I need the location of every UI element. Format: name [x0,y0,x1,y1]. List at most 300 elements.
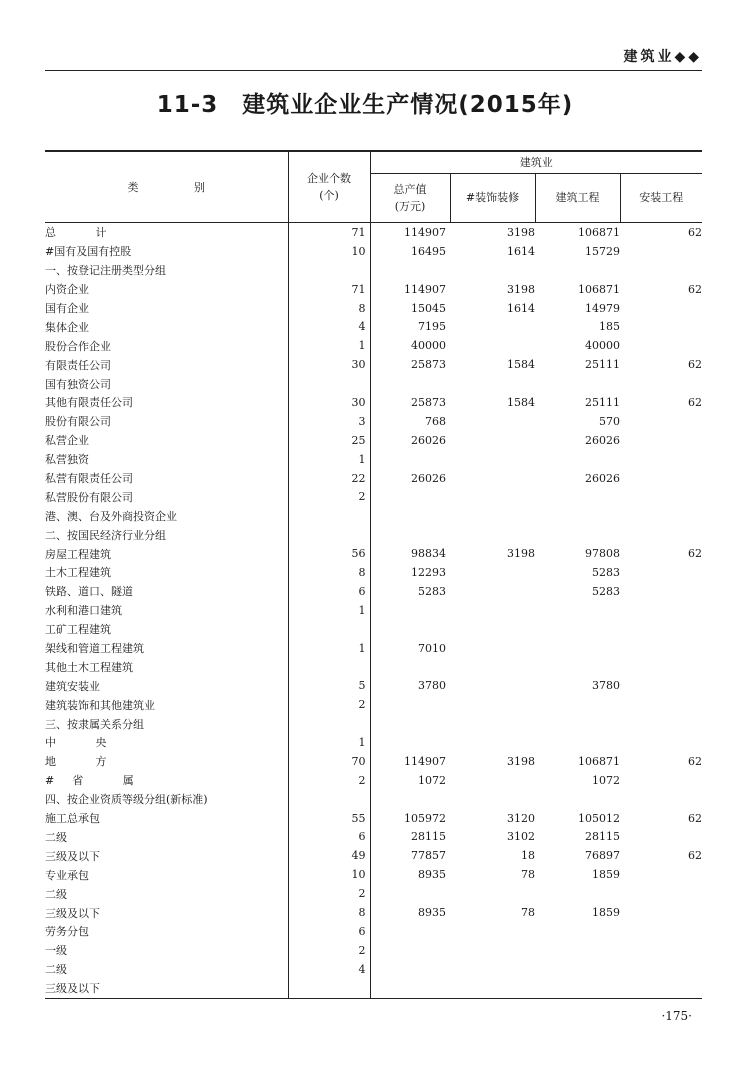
cell-building: 105012 [578,811,620,825]
cell-installation: 62 [688,849,702,863]
table-row [45,563,702,582]
table-row [45,657,702,676]
cell-decoration [450,450,535,469]
cell-installation: 62 [688,754,702,768]
cell-building [535,261,620,280]
cell-decoration [450,487,535,506]
header-enterprises [288,151,370,223]
row-category: 施工总承包 [45,809,288,828]
cell-output: 25873 [411,395,446,409]
cell-enterprises: 2 [288,771,370,790]
cell-building: 25111 [585,358,620,372]
cell-decoration [450,317,535,336]
row-category: 水利和港口建筑 [45,601,288,620]
cell-decoration [450,657,535,676]
cell-installation [620,374,702,393]
table-row [45,771,702,790]
row-category: 私营独资 [45,450,288,469]
cell-installation [620,979,702,998]
cell-output: 77857 [411,849,446,863]
table-row [45,582,702,601]
cell-decoration: 3102 [507,830,535,844]
row-category: 工矿工程建筑 [45,620,288,639]
cell-output [370,884,450,903]
cell-enterprises: 1 [288,336,370,355]
cell-installation [620,828,702,847]
cell-installation [620,506,702,525]
header-output-line2: (万元) [394,199,426,213]
cell-output [370,790,450,809]
row-category: 铁路、道口、隧道 [45,582,288,601]
cell-decoration: 3120 [507,811,535,825]
cell-decoration [450,525,535,544]
cell-output [370,941,450,960]
cell-output [370,601,450,620]
row-category: 国有企业 [45,299,288,318]
cell-building [535,695,620,714]
cell-enterprises: 10 [288,242,370,261]
cell-enterprises [288,979,370,998]
cell-output [370,374,450,393]
cell-installation: 62 [688,358,702,372]
cell-output [370,450,450,469]
cell-enterprises: 71 [288,223,370,242]
row-category: 三级及以下 [45,979,288,998]
cell-enterprises: 30 [288,393,370,412]
cell-enterprises: 2 [288,884,370,903]
table-number: 11-3 [156,92,219,118]
cell-output [370,657,450,676]
row-category: 房屋工程建筑 [45,544,288,563]
cell-building: 26026 [585,471,620,485]
table-row [45,336,702,355]
cell-output [370,714,450,733]
cell-enterprises [288,374,370,393]
cell-installation [620,317,702,336]
cell-building [535,487,620,506]
cell-building: 1859 [592,906,620,919]
cell-output: 3780 [418,679,446,693]
cell-building: 14979 [585,301,620,315]
cell-output: 7010 [418,641,446,655]
table-row [45,393,702,412]
cell-enterprises [288,790,370,809]
table-row [45,828,702,847]
cell-output: 5283 [418,584,446,598]
cell-installation [620,714,702,733]
cell-decoration: 78 [521,868,535,882]
cell-output: 7195 [418,320,446,334]
table-row [45,242,702,261]
cell-output: 26026 [411,471,446,485]
header-decoration: #装饰装修 [450,173,535,222]
cell-installation [620,431,702,450]
cell-output [370,695,450,714]
cell-installation [620,487,702,506]
table-row [45,695,702,714]
table-row [45,601,702,620]
cell-building: 106871 [578,754,620,768]
cell-decoration: 18 [521,849,535,863]
cell-installation: 62 [688,395,702,409]
cell-decoration [450,733,535,752]
page-title [0,86,730,119]
cell-building: 26026 [585,433,620,447]
cell-decoration: 1584 [507,395,535,409]
cell-output: 8935 [418,868,446,882]
cell-installation: 62 [688,225,702,239]
cell-decoration: 3198 [507,754,535,768]
cell-enterprises: 2 [288,487,370,506]
header-category: 类 别 [45,151,288,223]
cell-enterprises: 8 [288,563,370,582]
cell-decoration: 1584 [507,358,535,372]
row-category: 架线和管道工程建筑 [45,639,288,658]
cell-building: 76897 [585,849,620,863]
cell-installation [620,941,702,960]
cell-building: 3780 [592,679,620,693]
cell-building [535,506,620,525]
table-row [45,261,702,280]
cell-output: 98834 [411,547,446,561]
cell-decoration [450,506,535,525]
row-category: 建筑装饰和其他建筑业 [45,695,288,714]
row-category: 有限责任公司 [45,355,288,374]
cell-decoration [450,695,535,714]
cell-decoration [450,374,535,393]
cell-installation [620,657,702,676]
row-category: 劳务分包 [45,922,288,941]
cell-output [370,506,450,525]
table-row [45,355,702,374]
cell-installation [620,412,702,431]
cell-building [535,374,620,393]
cell-enterprises: 6 [288,922,370,941]
cell-decoration [450,979,535,998]
cell-building [535,790,620,809]
cell-installation [620,733,702,752]
cell-building [535,941,620,960]
cell-enterprises: 6 [288,582,370,601]
cell-building: 97808 [585,547,620,561]
cell-installation [620,922,702,941]
row-category: 地 方 [45,752,288,771]
row-category: 三级及以下 [45,846,288,865]
cell-output [370,960,450,979]
cell-enterprises [288,714,370,733]
running-head-text: 建筑业◆◆ [623,49,702,65]
table-row [45,733,702,752]
cell-output: 8935 [418,906,446,919]
table-row [45,620,702,639]
table-row [45,506,702,525]
cell-installation: 62 [688,811,702,825]
table-row [45,979,702,998]
cell-installation [620,242,702,261]
cell-output [370,733,450,752]
cell-building [535,884,620,903]
cell-enterprises [288,620,370,639]
cell-enterprises: 22 [288,469,370,488]
cell-enterprises: 1 [288,601,370,620]
statistics-table [45,150,702,999]
cell-decoration: 3198 [507,282,535,296]
row-category: #国有及国有控股 [45,242,288,261]
cell-decoration: 1614 [507,301,535,315]
cell-decoration [450,336,535,355]
page-number: ·175· [661,1009,692,1023]
header-construction-group: 建筑业 [370,151,702,173]
cell-installation [620,336,702,355]
row-category: 建筑安装业 [45,676,288,695]
table-row [45,317,702,336]
cell-building: 5283 [592,565,620,579]
cell-decoration [450,884,535,903]
cell-enterprises: 30 [288,355,370,374]
cell-output [370,525,450,544]
cell-enterprises: 6 [288,828,370,847]
row-category: 专业承包 [45,865,288,884]
running-header [45,44,702,71]
cell-decoration: 3198 [507,225,535,239]
cell-building [535,450,620,469]
cell-installation [620,695,702,714]
table-row [45,941,702,960]
cell-building [535,714,620,733]
table-row [45,639,702,658]
cell-installation [620,790,702,809]
cell-building: 1859 [592,868,620,882]
row-category: 三、按隶属关系分组 [45,714,288,733]
cell-installation: 62 [688,547,702,561]
cell-installation [620,884,702,903]
table-row [45,431,702,450]
cell-decoration [450,582,535,601]
table-row [45,922,702,941]
cell-enterprises [288,261,370,280]
row-category: 其他土木工程建筑 [45,657,288,676]
row-category: 二、按国民经济行业分组 [45,525,288,544]
cell-installation [620,450,702,469]
table-row [45,280,702,299]
cell-decoration [450,469,535,488]
cell-building [535,620,620,639]
row-category: 二级 [45,884,288,903]
cell-installation [620,676,702,695]
table-row [45,903,702,922]
cell-building [535,639,620,658]
cell-installation: 62 [688,282,702,296]
table-row [45,960,702,979]
cell-enterprises [288,506,370,525]
row-category: 三级及以下 [45,903,288,922]
cell-decoration: 78 [521,906,535,919]
cell-enterprises: 56 [288,544,370,563]
row-category: 土木工程建筑 [45,563,288,582]
cell-enterprises: 25 [288,431,370,450]
cell-enterprises: 70 [288,752,370,771]
cell-building [535,922,620,941]
table-row [45,846,702,865]
cell-enterprises [288,525,370,544]
cell-enterprises: 55 [288,809,370,828]
row-category: 股份合作企业 [45,336,288,355]
cell-enterprises: 8 [288,903,370,922]
cell-installation [620,960,702,979]
cell-output: 15045 [411,301,446,315]
cell-output: 25873 [411,358,446,372]
table-row [45,374,702,393]
table-row [45,412,702,431]
cell-building [535,525,620,544]
cell-output: 114907 [404,282,446,296]
cell-enterprises: 1 [288,639,370,658]
cell-building [535,657,620,676]
cell-building [535,733,620,752]
row-category: 国有独资公司 [45,374,288,393]
cell-decoration [450,676,535,695]
table-row [45,299,702,318]
cell-building: 106871 [578,282,620,296]
cell-installation [620,582,702,601]
cell-output: 105972 [404,811,446,825]
cell-output: 40000 [411,339,446,353]
cell-enterprises: 10 [288,865,370,884]
cell-enterprises: 71 [288,280,370,299]
header-building: 建筑工程 [535,173,620,222]
cell-decoration [450,941,535,960]
row-category: 其他有限责任公司 [45,393,288,412]
cell-decoration [450,620,535,639]
cell-enterprises: 2 [288,695,370,714]
cell-installation [620,299,702,318]
cell-enterprises: 49 [288,846,370,865]
table-row [45,752,702,771]
row-category: 私营有限责任公司 [45,469,288,488]
cell-output: 16495 [411,244,446,258]
row-category: 一、按登记注册类型分组 [45,261,288,280]
cell-decoration [450,790,535,809]
table-row [45,676,702,695]
table-header [45,151,702,223]
cell-enterprises: 2 [288,941,370,960]
table-row [45,544,702,563]
cell-building [535,979,620,998]
row-category: 私营股份有限公司 [45,487,288,506]
cell-output: 26026 [411,433,446,447]
cell-enterprises [288,657,370,676]
title-text: 建筑业企业生产情况(2015年) [242,92,574,118]
cell-decoration [450,922,535,941]
cell-output [370,979,450,998]
cell-installation [620,771,702,790]
cell-output: 12293 [411,565,446,579]
cell-decoration [450,639,535,658]
table-row [45,469,702,488]
header-enterprises-line2: (个) [319,189,339,202]
table-row [45,450,702,469]
cell-output [370,261,450,280]
cell-installation [620,620,702,639]
cell-decoration [450,563,535,582]
table-row [45,525,702,544]
cell-enterprises: 1 [288,733,370,752]
cell-enterprises: 4 [288,960,370,979]
cell-installation [620,639,702,658]
cell-building: 28115 [585,830,620,844]
row-category: 中 央 [45,733,288,752]
cell-installation [620,469,702,488]
cell-decoration [450,261,535,280]
table-row [45,487,702,506]
cell-installation [620,261,702,280]
cell-installation [620,903,702,922]
row-category: #省 属 [45,771,288,790]
cell-decoration [450,412,535,431]
table-row [45,223,702,242]
cell-enterprises: 3 [288,412,370,431]
header-output [370,173,450,222]
cell-building [535,960,620,979]
cell-building: 5283 [592,584,620,598]
table-body [45,223,702,999]
cell-installation [620,525,702,544]
cell-decoration [450,431,535,450]
cell-output: 768 [425,414,446,428]
cell-enterprises: 1 [288,450,370,469]
header-enterprises-line1: 企业个数 [307,172,351,185]
cell-enterprises: 4 [288,317,370,336]
cell-installation [620,601,702,620]
cell-building: 106871 [578,225,620,239]
row-category: 股份有限公司 [45,412,288,431]
header-installation: 安装工程 [620,173,702,222]
cell-building: 570 [599,414,620,428]
cell-output: 28115 [411,830,446,844]
cell-decoration [450,714,535,733]
cell-installation [620,865,702,884]
cell-output: 1072 [418,773,446,787]
cell-output [370,487,450,506]
cell-decoration: 3198 [507,547,535,561]
cell-building: 1072 [592,773,620,787]
cell-decoration [450,601,535,620]
row-category: 内资企业 [45,280,288,299]
row-category: 二级 [45,828,288,847]
cell-decoration: 1614 [507,244,535,258]
table-row [45,884,702,903]
cell-building: 185 [599,320,620,334]
cell-building: 40000 [585,339,620,353]
row-category: 总 计 [45,223,288,242]
table-row [45,790,702,809]
row-category: 二级 [45,960,288,979]
cell-building: 15729 [585,244,620,258]
cell-building: 25111 [585,395,620,409]
row-category: 四、按企业资质等级分组(新标准) [45,790,288,809]
cell-decoration [450,960,535,979]
cell-installation [620,563,702,582]
cell-output [370,620,450,639]
cell-decoration [450,771,535,790]
header-output-line1: 总产值 [393,182,427,196]
table-row [45,865,702,884]
cell-output [370,922,450,941]
cell-building [535,601,620,620]
row-category: 一级 [45,941,288,960]
table-row [45,809,702,828]
cell-enterprises: 8 [288,299,370,318]
